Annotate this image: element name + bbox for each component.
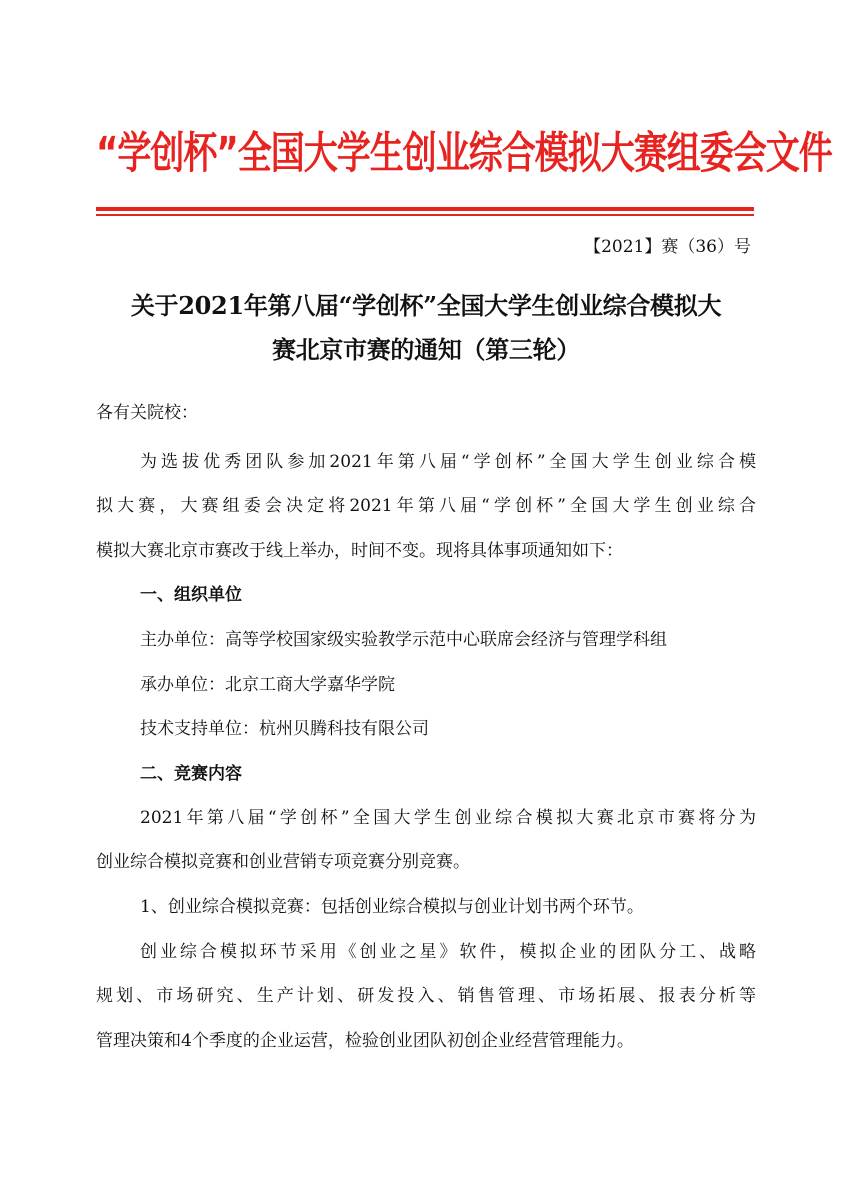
tech-support-line: 技术支持单位：杭州贝腾科技有限公司 <box>140 719 429 739</box>
notice-title-line-2: 赛北京市赛的通知（第三轮） <box>271 335 581 364</box>
item-1-line: 1、创业综合模拟竞赛：包括创业综合模拟与创业计划书两个环节。 <box>140 897 644 917</box>
host-line: 承办单位：北京工商大学嘉华学院 <box>140 675 395 695</box>
paragraph-3-line-2: 规划、市场研究、生产计划、研发投入、销售管理、市场拓展、报表分析等 <box>96 986 756 1006</box>
document-number: 【2021】赛（36）号 <box>584 237 751 257</box>
paragraph-1-line-3: 模拟大赛北京市赛改于线上举办，时间不变。现将具体事项通知如下： <box>96 541 623 561</box>
paragraph-2-line-2: 创业综合模拟竞赛和创业营销专项竞赛分别竞赛。 <box>96 852 470 872</box>
section-1-heading: 一、组织单位 <box>140 585 242 605</box>
section-2-heading: 二、竞赛内容 <box>140 764 242 784</box>
header-rule-thick <box>96 207 754 211</box>
paragraph-1-line-1: 为选拔优秀团队参加2021年第八届“学创杯”全国大学生创业综合模 <box>140 452 756 472</box>
salutation: 各有关院校： <box>96 403 198 423</box>
header-rule-thin <box>96 214 754 216</box>
paragraph-2-line-1: 2021年第八届“学创杯”全国大学生创业综合模拟大赛北京市赛将分为 <box>140 808 756 828</box>
notice-title-line-1: 关于2021年第八届“学创杯”全国大学生创业综合模拟大 <box>130 291 722 320</box>
paragraph-1-line-2: 拟大赛，大赛组委会决定将2021年第八届“学创杯”全国大学生创业综合 <box>96 496 756 516</box>
organizer-line: 主办单位：高等学校国家级实验教学示范中心联席会经济与管理学科组 <box>140 630 667 650</box>
paragraph-3-line-3: 管理决策和4个季度的企业运营，检验创业团队初创企业经营管理能力。 <box>96 1031 634 1051</box>
paragraph-3-line-1: 创业综合模拟环节采用《创业之星》软件，模拟企业的团队分工、战略 <box>140 942 756 962</box>
notice-title <box>96 284 756 372</box>
header-title: “学创杯”全国大学生创业综合模拟大赛组委会文件 <box>96 128 832 180</box>
